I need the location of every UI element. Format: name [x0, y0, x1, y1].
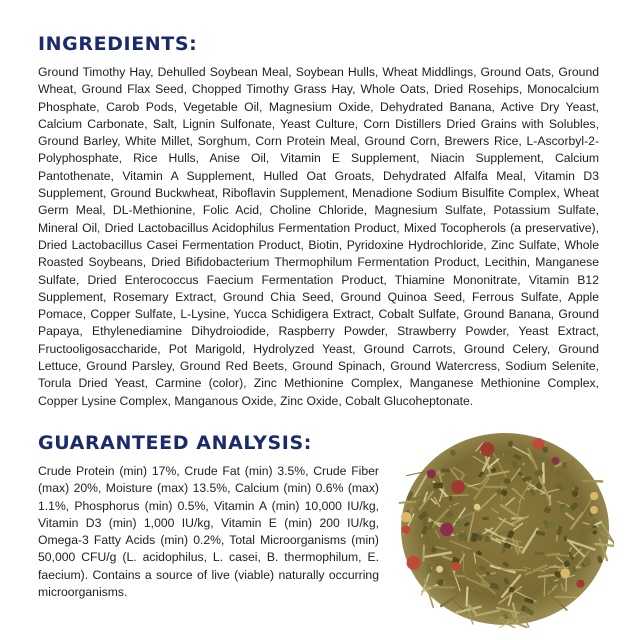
pet-food-pile-image — [396, 428, 614, 628]
fruit-piece — [576, 580, 584, 588]
hay-strand — [544, 578, 545, 596]
pellet — [426, 564, 431, 573]
pellet — [563, 535, 567, 541]
fruit-piece — [560, 568, 570, 578]
hay-strand — [584, 481, 603, 482]
hay-strand — [467, 587, 468, 605]
pellet — [423, 518, 428, 526]
fruit-piece — [401, 512, 411, 522]
pellet — [535, 552, 544, 555]
pellet — [584, 557, 590, 566]
fruit-piece — [480, 442, 494, 456]
pellet — [485, 575, 492, 582]
fruit-piece — [590, 492, 598, 500]
guaranteed-analysis-heading: GUARANTEED ANALYSIS: — [38, 432, 312, 454]
pellet — [484, 536, 491, 543]
pellet — [482, 517, 489, 520]
pellet — [538, 457, 548, 463]
fruit-piece — [451, 480, 465, 494]
fruit-piece — [474, 504, 480, 510]
fruit-piece — [451, 562, 460, 571]
ingredients-heading: INGREDIENTS: — [38, 33, 198, 55]
hay-strand — [400, 502, 416, 503]
hay-strand — [554, 597, 576, 598]
pellet — [466, 505, 474, 509]
fruit-piece — [427, 469, 436, 478]
fruit-piece — [590, 506, 598, 514]
fruit-piece — [407, 556, 421, 570]
hay-strand — [463, 551, 464, 571]
fruit-piece — [436, 566, 443, 573]
fruit-piece — [552, 457, 560, 465]
pellet — [433, 482, 443, 488]
hay-strand — [454, 576, 464, 577]
ingredients-text: Ground Timothy Hay, Dehulled Soybean Meal, Soybean Hulls, Wheat Middlings, Ground Oats, Ground Wheat, Ground Flax Seed, Chopped Timothy Grass Hay, Whole Oats, Dried Rosehips, Monocalcium Phosphate, Carob Pods, Vegetable Oil, Magnesium Oxide, Dehydrated Banana, Active Dry Yeast, Calcium Carbonate, Salt, Lignin Sulfonate, Yeast Culture, Corn Distillers Dried Grains with Solubles, Ground Barley, White Millet, Sorghum, Corn Protein Meal, Ground Corn, Brewers Rice, L-Ascorbyl-2-Polyphosphate, Rice Hulls, Anise Oil, Vitamin E Supplement, Niacin Supplement, Calcium Pantothenate, Vitamin A Supplement, Hulled Oat Groats, Dehydrated Alfalfa Meal, Vitamin D3 Supplement, Ground Buckwheat, Riboflavin Supplement, Menadione Sodium Bisulfite Complex, Wheat Germ Meal, DL-Methionine, Folic Acid, Choline Chloride, Magnesium Sulfate, Potassium Sulfate, Mineral Oil, Dried Lactobacillus Acidophilus Fermentation Product, Mixed Tocopherols (a preservative), Dried Lactobacillus Casei Fermentation Product, Biotin, Pyridoxine Hydrochloride, Zinc Sulfate, Whole Roasted Soybeans, Dried Bifidobacterium Thermophilum Fermentation Product, Lecithin, Manganese Sulfate, Dried Enterococcus Faecium Fermentation Product, Thiamine Mononitrate, Vitamin B12 Supplement, Rosemary Extract, Ground Chia Seed, Ground Quinoa Seed, Ferrous Sulfate, Apple Pomace, Copper Sulfate, L-Lysine, Yucca Schidigera Extract, Cobalt Sulfate, Ground Banana, Ground Papaya, Ethylenediamine Dihydroiodide, Raspberry Powder, Strawberry Powder, Yeast Extract, Fructooligosaccharide, Pot Marigold, Hydrolyzed Yeast, Ground Carrots, Ground Celery, Ground Lettuce, Ground Parsley, Ground Red Beets, Ground Spinach, Ground Watercress, Sodium Selenite, Torula Dried Yeast, Carmine (color), Zinc Methionine Complex, Manganese Methionine Complex, Copper Lysine Complex, Manganous Oxide, Zinc Oxide, Cobalt Glucoheptonate. — [38, 65, 599, 408]
guaranteed-analysis-text: Crude Protein (min) 17%, Crude Fat (min) 3.5%, Crude Fiber (max) 20%, Moisture (max) 13.5%, Calcium (min) 0.6% (max) 1.1%, Phosphorus (min) 0.5%, Vitamin A (min) 10,000 IU/kg, Vitamin D3 (min) 1,000 IU/kg, Vitamin E (min) 200 IU/kg, Omega-3 Fatty Acids (min) 0.2%, Total Microorganisms (min) 50,000 CFU/g (L. acidophilus, L. casei, B. thermophilum, E. faecium). Contains a source of live (viable) naturally occurring microorganisms. — [38, 464, 379, 600]
pellet — [450, 450, 456, 456]
fruit-piece — [532, 438, 544, 450]
fruit-piece — [440, 523, 454, 537]
pellet — [542, 447, 548, 453]
hay-strand — [547, 554, 559, 555]
fruit-piece — [402, 526, 410, 534]
